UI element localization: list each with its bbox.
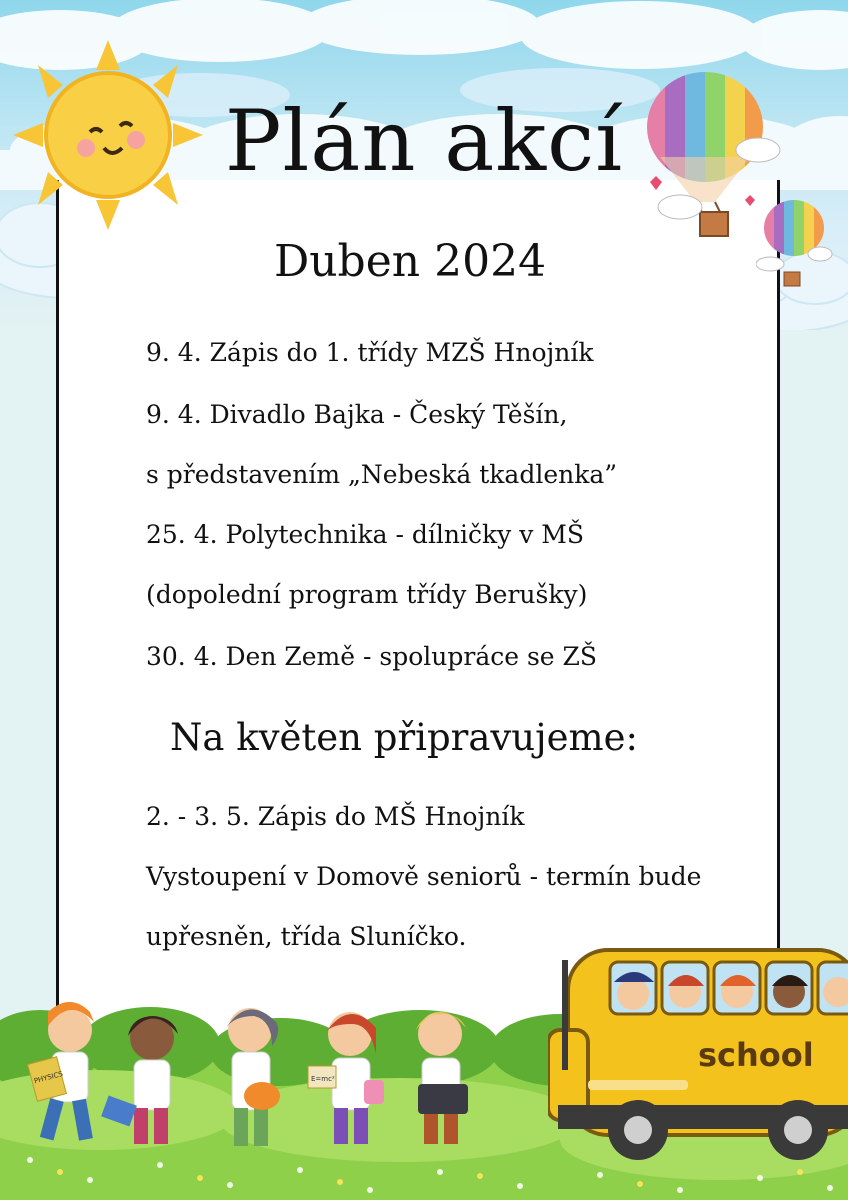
school-bus-illustration	[548, 930, 848, 1170]
may-event-line: upřesněn, třída Sluníčko.	[146, 922, 467, 951]
event-line: 30. 4. Den Země - spolupráce se ZŠ	[146, 642, 598, 671]
event-line: 9. 4. Divadlo Bajka - Český Těšín,	[146, 400, 568, 429]
may-event-line: 2. - 3. 5. Zápis do MŠ Hnojník	[146, 802, 525, 831]
may-event-line: Vystoupení v Domově seniorů - termín bude	[146, 862, 702, 891]
children-walking-illustration	[0, 1000, 560, 1160]
may-section-title: Na květen připravujeme:	[170, 716, 638, 759]
event-line: s představením „Nebeská tkadlenka”	[146, 460, 618, 489]
book-label: PHYSICS	[33, 1069, 64, 1086]
page-title: Plán akcí	[224, 92, 624, 190]
bus-sign: school	[698, 1036, 814, 1074]
event-line: 9. 4. Zápis do 1. třídy MZŠ Hnojník	[146, 338, 594, 367]
month-subtitle: Duben 2024	[273, 236, 547, 287]
event-line: 25. 4. Polytechnika - dílničky v MŠ	[146, 520, 585, 549]
board-label: E=mc²	[311, 1075, 335, 1083]
event-line: (dopolední program třídy Berušky)	[146, 580, 588, 609]
